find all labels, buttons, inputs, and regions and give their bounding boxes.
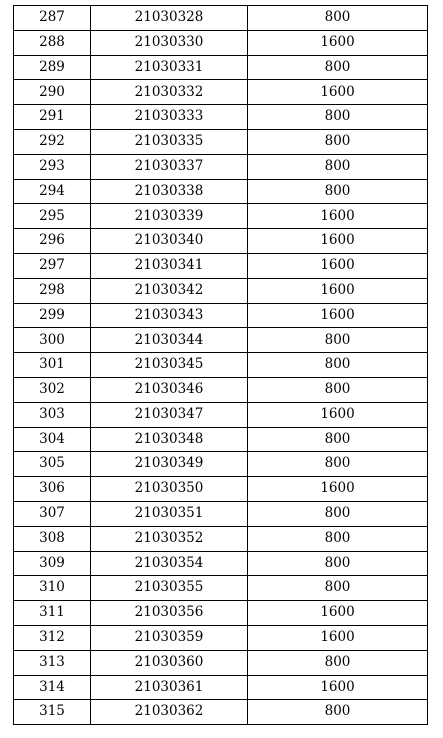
amount-cell: 1600 [248, 675, 428, 700]
amount-cell: 800 [248, 6, 428, 31]
table-row [14, 650, 428, 675]
id-cell: 21030340 [91, 229, 248, 254]
table-row [14, 377, 428, 402]
row-number-cell: 287 [14, 6, 91, 31]
amount-cell: 800 [248, 501, 428, 526]
id-cell: 21030335 [91, 129, 248, 154]
amount-cell: 800 [248, 328, 428, 353]
amount-cell: 800 [248, 526, 428, 551]
table-row [14, 80, 428, 105]
row-number-cell: 307 [14, 501, 91, 526]
row-number-cell: 309 [14, 551, 91, 576]
amount-cell: 1600 [248, 204, 428, 229]
id-cell: 21030362 [91, 700, 248, 725]
amount-cell: 800 [248, 452, 428, 477]
id-cell: 21030359 [91, 625, 248, 650]
id-cell: 21030344 [91, 328, 248, 353]
id-cell: 21030342 [91, 278, 248, 303]
table-row [14, 551, 428, 576]
row-number-cell: 315 [14, 700, 91, 725]
id-cell: 21030356 [91, 601, 248, 626]
id-cell: 21030351 [91, 501, 248, 526]
table-body [14, 6, 428, 725]
row-number-cell: 293 [14, 154, 91, 179]
amount-cell: 1600 [248, 253, 428, 278]
id-cell: 21030347 [91, 402, 248, 427]
table-row [14, 353, 428, 378]
amount-cell: 1600 [248, 80, 428, 105]
row-number-cell: 294 [14, 179, 91, 204]
table-row [14, 6, 428, 31]
id-cell: 21030328 [91, 6, 248, 31]
amount-cell: 1600 [248, 229, 428, 254]
table-row [14, 229, 428, 254]
row-number-cell: 292 [14, 129, 91, 154]
id-cell: 21030337 [91, 154, 248, 179]
row-number-cell: 302 [14, 377, 91, 402]
table-row [14, 452, 428, 477]
table-row [14, 576, 428, 601]
table-row [14, 204, 428, 229]
amount-cell: 800 [248, 551, 428, 576]
id-cell: 21030345 [91, 353, 248, 378]
id-cell: 21030331 [91, 55, 248, 80]
amount-cell: 800 [248, 55, 428, 80]
row-number-cell: 310 [14, 576, 91, 601]
row-number-cell: 308 [14, 526, 91, 551]
row-number-cell: 299 [14, 303, 91, 328]
amount-cell: 800 [248, 576, 428, 601]
amount-cell: 1600 [248, 477, 428, 502]
row-number-cell: 295 [14, 204, 91, 229]
table-row [14, 526, 428, 551]
table-row [14, 179, 428, 204]
id-cell: 21030332 [91, 80, 248, 105]
amount-cell: 800 [248, 105, 428, 130]
id-cell: 21030330 [91, 30, 248, 55]
table-row [14, 402, 428, 427]
id-cell: 21030361 [91, 675, 248, 700]
table-row [14, 501, 428, 526]
id-cell: 21030355 [91, 576, 248, 601]
table-row [14, 278, 428, 303]
amount-cell: 800 [248, 700, 428, 725]
amount-cell: 1600 [248, 601, 428, 626]
row-number-cell: 297 [14, 253, 91, 278]
row-number-cell: 289 [14, 55, 91, 80]
row-number-cell: 301 [14, 353, 91, 378]
id-cell: 21030352 [91, 526, 248, 551]
amount-cell: 800 [248, 154, 428, 179]
id-cell: 21030360 [91, 650, 248, 675]
table-row [14, 253, 428, 278]
amount-cell: 800 [248, 179, 428, 204]
amount-cell: 1600 [248, 303, 428, 328]
row-number-cell: 314 [14, 675, 91, 700]
table-row [14, 30, 428, 55]
table-row [14, 675, 428, 700]
amount-cell: 800 [248, 377, 428, 402]
row-number-cell: 290 [14, 80, 91, 105]
table-row [14, 700, 428, 725]
table-row [14, 154, 428, 179]
id-cell: 21030349 [91, 452, 248, 477]
row-number-cell: 312 [14, 625, 91, 650]
row-number-cell: 304 [14, 427, 91, 452]
table-row [14, 129, 428, 154]
row-number-cell: 305 [14, 452, 91, 477]
table-row [14, 427, 428, 452]
row-number-cell: 288 [14, 30, 91, 55]
row-number-cell: 300 [14, 328, 91, 353]
table-row [14, 105, 428, 130]
table-row [14, 601, 428, 626]
row-number-cell: 298 [14, 278, 91, 303]
table-row [14, 303, 428, 328]
id-cell: 21030341 [91, 253, 248, 278]
row-number-cell: 296 [14, 229, 91, 254]
amount-cell: 1600 [248, 402, 428, 427]
amount-cell: 800 [248, 427, 428, 452]
amount-cell: 1600 [248, 625, 428, 650]
amount-cell: 800 [248, 650, 428, 675]
id-cell: 21030339 [91, 204, 248, 229]
row-number-cell: 311 [14, 601, 91, 626]
table-row [14, 328, 428, 353]
id-cell: 21030348 [91, 427, 248, 452]
row-number-cell: 306 [14, 477, 91, 502]
id-cell: 21030346 [91, 377, 248, 402]
amount-cell: 1600 [248, 278, 428, 303]
id-cell: 21030343 [91, 303, 248, 328]
id-cell: 21030333 [91, 105, 248, 130]
table-row [14, 55, 428, 80]
id-cell: 21030354 [91, 551, 248, 576]
id-cell: 21030338 [91, 179, 248, 204]
table-row [14, 625, 428, 650]
amount-cell: 1600 [248, 30, 428, 55]
amount-cell: 800 [248, 353, 428, 378]
row-number-cell: 303 [14, 402, 91, 427]
table-container [13, 5, 428, 725]
id-cell: 21030350 [91, 477, 248, 502]
data-table [13, 5, 428, 725]
amount-cell: 800 [248, 129, 428, 154]
row-number-cell: 291 [14, 105, 91, 130]
table-row [14, 477, 428, 502]
row-number-cell: 313 [14, 650, 91, 675]
